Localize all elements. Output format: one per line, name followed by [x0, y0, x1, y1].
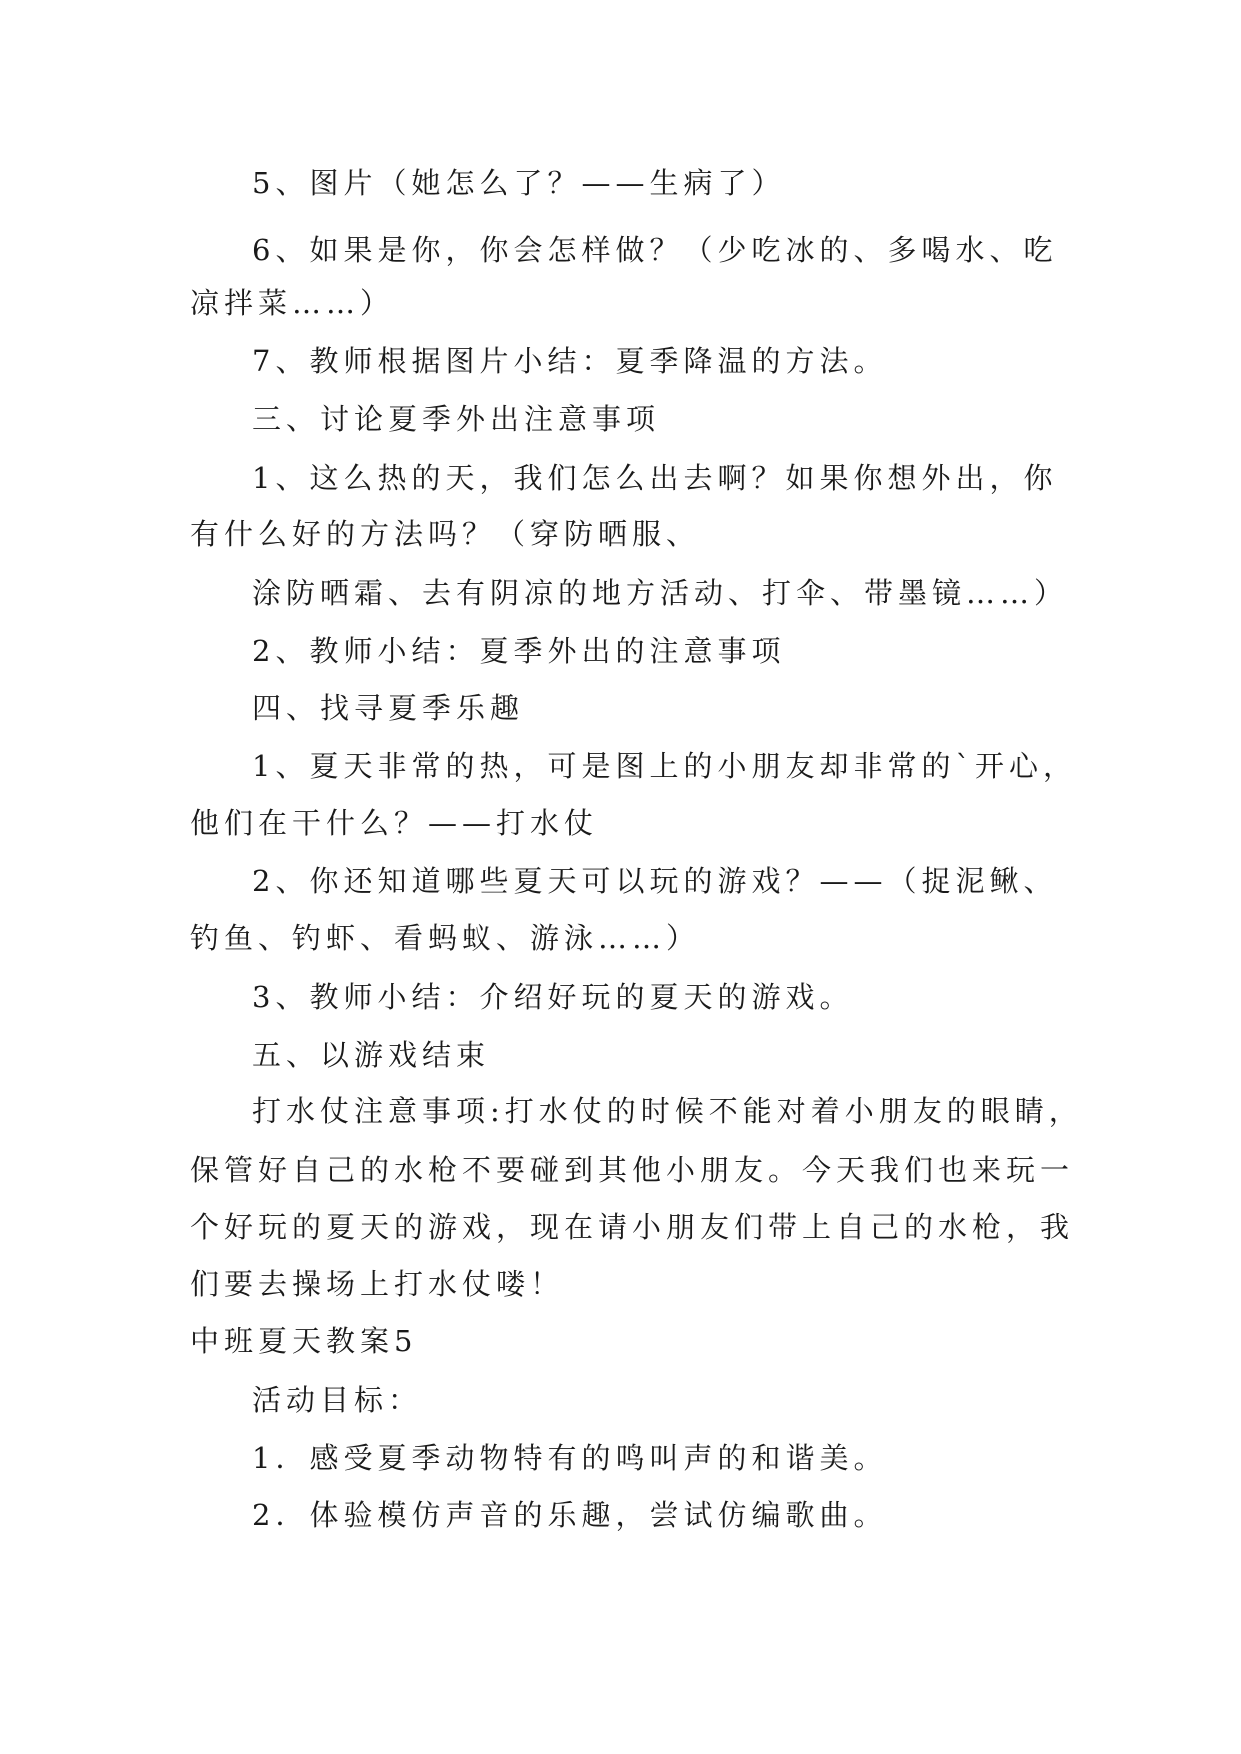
- text-line: 3、教师小结：介绍好玩的夏天的游戏。: [252, 980, 854, 1014]
- text-line: 涂防晒霜、去有阴凉的地方活动、打伞、带墨镜……）: [252, 576, 1069, 610]
- text-line: 2．体验模仿声音的乐趣，尝试仿编歌曲。: [252, 1498, 888, 1532]
- text-line: 有什么好的方法吗？（穿防晒服、: [190, 517, 701, 551]
- section-heading: 五、以游戏结束: [252, 1038, 491, 1072]
- text-line: 们要去操场上打水仗喽！: [190, 1267, 565, 1301]
- text-line: 他们在干什么？——打水仗: [190, 806, 599, 840]
- text-line: 保管好自己的水枪不要碰到其他小朋友。今天我们也来玩一: [190, 1153, 1075, 1187]
- text-line: 打水仗注意事项:打水仗的时候不能对着小朋友的眼睛，: [252, 1094, 1083, 1128]
- text-line: 2、你还知道哪些夏天可以玩的游戏？——（捉泥鳅、: [252, 864, 1058, 898]
- text-line: 1、夏天非常的热，可是图上的小朋友却非常的`开心，: [252, 749, 1077, 783]
- section-heading: 四、找寻夏季乐趣: [252, 691, 525, 725]
- text-line: 个好玩的夏天的游戏，现在请小朋友们带上自己的水枪，我: [190, 1210, 1075, 1244]
- text-line: 活动目标：: [252, 1383, 423, 1417]
- text-line: 6、如果是你，你会怎样做？（少吃冰的、多喝水、吃: [252, 233, 1058, 267]
- text-line: 2、教师小结：夏季外出的注意事项: [252, 634, 786, 668]
- text-line: 7、教师根据图片小结：夏季降温的方法。: [252, 344, 888, 378]
- text-line: 5、图片（她怎么了？——生病了）: [252, 166, 786, 200]
- text-line: 1．感受夏季动物特有的鸣叫声的和谐美。: [252, 1441, 888, 1475]
- text-line: 1、这么热的天，我们怎么出去啊？如果你想外出，你: [252, 461, 1058, 495]
- document-title: 中班夏天教案5: [190, 1324, 418, 1358]
- text-line: 凉拌菜……）: [190, 286, 395, 320]
- text-line: 钓鱼、钓虾、看蚂蚁、游泳……）: [190, 921, 701, 955]
- section-heading: 三、讨论夏季外出注意事项: [252, 402, 661, 436]
